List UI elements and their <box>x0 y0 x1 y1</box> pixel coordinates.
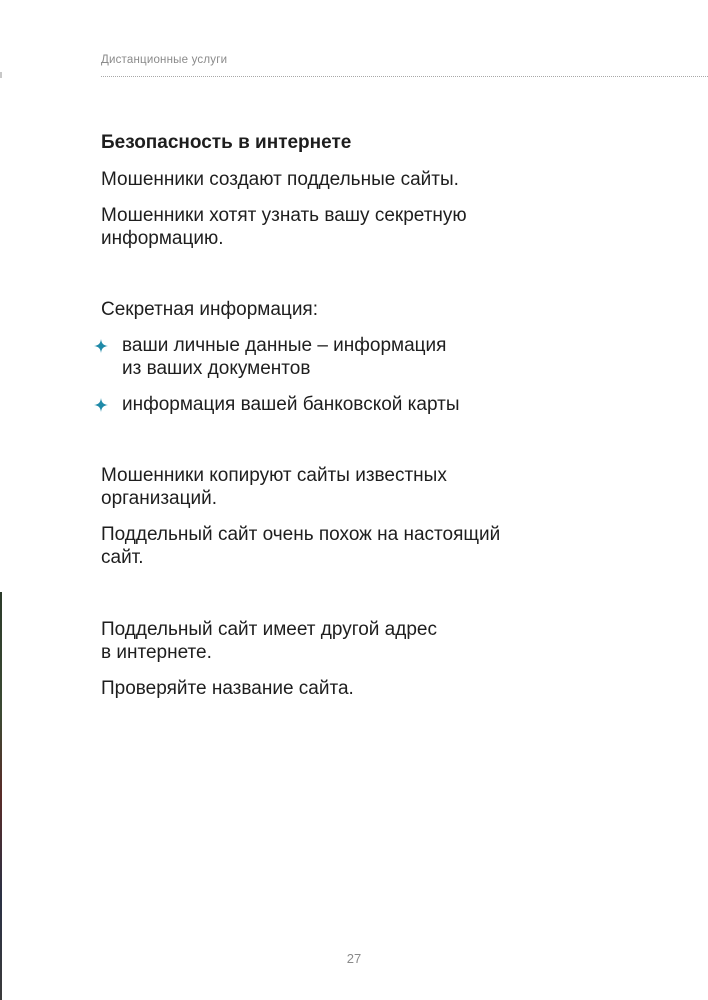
paragraph-copy-line2: организаций. <box>101 488 217 509</box>
running-header: Дистанционные услуги <box>101 54 228 66</box>
paragraph-check-name: Проверяйте название сайта. <box>101 678 354 699</box>
header-divider <box>101 76 708 77</box>
secret-info-label: Секретная информация: <box>101 299 318 320</box>
page-edge-strip <box>0 592 2 1000</box>
paragraph-address-line2: в интернете. <box>101 642 212 663</box>
bullet-item-personal-line1: ваши личные данные – информация <box>122 335 447 356</box>
paragraph-address-line1: Поддельный сайт имеет другой адрес <box>101 619 437 640</box>
bullet-item-card: информация вашей банковской карты <box>122 394 460 415</box>
page-edge-mark <box>0 72 2 78</box>
four-point-star-icon <box>94 398 108 412</box>
paragraph-similar-line1: Поддельный сайт очень похож на настоящий <box>101 524 501 545</box>
paragraph-secret-line1: Мошенники хотят узнать вашу секретную <box>101 205 467 226</box>
paragraph-similar-line2: сайт. <box>101 547 144 568</box>
section-heading: Безопасность в интернете <box>101 132 352 153</box>
paragraph-secret-line2: информацию. <box>101 228 224 249</box>
four-point-star-icon <box>94 339 108 353</box>
paragraph-fake-sites: Мошенники создают поддельные сайты. <box>101 169 459 190</box>
bullet-item-personal-line2: из ваших документов <box>122 358 311 379</box>
page-number: 27 <box>346 951 362 966</box>
paragraph-copy-line1: Мошенники копируют сайты известных <box>101 465 447 486</box>
